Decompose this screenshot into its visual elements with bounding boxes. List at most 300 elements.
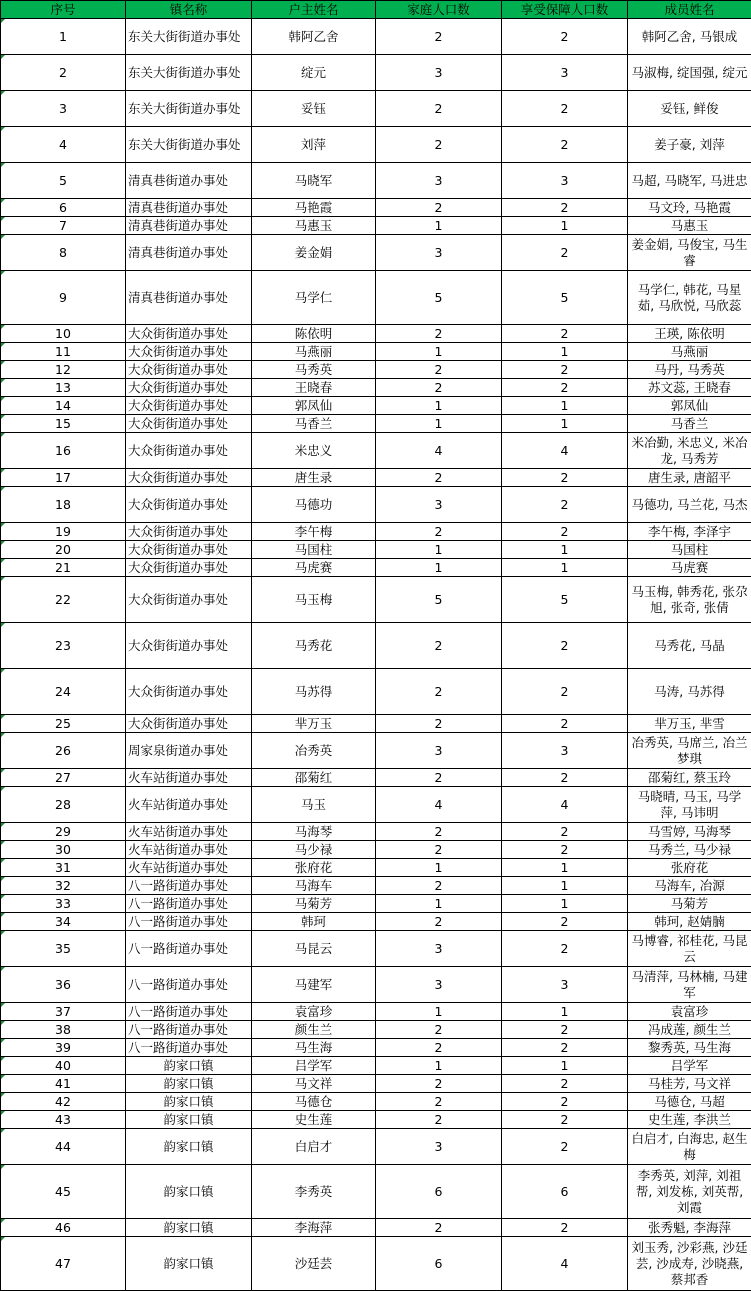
cell-seq: 5 bbox=[1, 163, 126, 199]
cell-covered-count: 1 bbox=[502, 343, 628, 361]
cell-seq: 37 bbox=[1, 1003, 126, 1021]
cell-family-count: 3 bbox=[376, 733, 502, 769]
table-row bbox=[1, 841, 751, 859]
cell-household-head: 刘萍 bbox=[252, 127, 376, 163]
table-row bbox=[1, 1057, 751, 1075]
cell-seq: 33 bbox=[1, 895, 126, 913]
cell-family-count: 2 bbox=[376, 325, 502, 343]
cell-members: 白启才, 白海忠, 赵生梅 bbox=[628, 1129, 751, 1165]
cell-town: 韵家口镇 bbox=[126, 1075, 252, 1093]
table-row bbox=[1, 325, 751, 343]
cell-covered-count: 2 bbox=[502, 1075, 628, 1093]
cell-members: 马秀花, 马晶 bbox=[628, 623, 751, 669]
cell-seq: 4 bbox=[1, 127, 126, 163]
cell-seq: 25 bbox=[1, 715, 126, 733]
cell-covered-count: 2 bbox=[502, 769, 628, 787]
cell-seq: 35 bbox=[1, 931, 126, 967]
cell-household-head: 马晓军 bbox=[252, 163, 376, 199]
cell-members: 郭凤仙 bbox=[628, 397, 751, 415]
cell-covered-count: 5 bbox=[502, 271, 628, 325]
cell-town: 八一路街道办事处 bbox=[126, 877, 252, 895]
cell-household-head: 马菊芳 bbox=[252, 895, 376, 913]
table-row bbox=[1, 1021, 751, 1039]
cell-family-count: 2 bbox=[376, 1111, 502, 1129]
table-row bbox=[1, 379, 751, 397]
cell-family-count: 2 bbox=[376, 523, 502, 541]
cell-town: 八一路街道办事处 bbox=[126, 895, 252, 913]
cell-family-count: 2 bbox=[376, 127, 502, 163]
cell-members: 马涛, 马苏得 bbox=[628, 669, 751, 715]
cell-family-count: 2 bbox=[376, 841, 502, 859]
cell-members: 张秀魁, 李海萍 bbox=[628, 1219, 751, 1237]
cell-covered-count: 2 bbox=[502, 469, 628, 487]
cell-seq: 10 bbox=[1, 325, 126, 343]
cell-family-count: 2 bbox=[376, 1219, 502, 1237]
cell-town: 大众街街道办事处 bbox=[126, 415, 252, 433]
cell-town: 大众街街道办事处 bbox=[126, 433, 252, 469]
cell-seq: 39 bbox=[1, 1039, 126, 1057]
cell-household-head: 马玉 bbox=[252, 787, 376, 823]
cell-covered-count: 2 bbox=[502, 523, 628, 541]
table-row bbox=[1, 769, 751, 787]
table-row bbox=[1, 823, 751, 841]
cell-members: 黎秀英, 马生海 bbox=[628, 1039, 751, 1057]
cell-seq: 29 bbox=[1, 823, 126, 841]
cell-household-head: 马少禄 bbox=[252, 841, 376, 859]
cell-town: 清真巷街道办事处 bbox=[126, 163, 252, 199]
cell-seq: 1 bbox=[1, 19, 126, 55]
cell-seq: 46 bbox=[1, 1219, 126, 1237]
cell-town: 韵家口镇 bbox=[126, 1093, 252, 1111]
cell-household-head: 芈万玉 bbox=[252, 715, 376, 733]
cell-family-count: 3 bbox=[376, 55, 502, 91]
table-row bbox=[1, 1075, 751, 1093]
cell-family-count: 2 bbox=[376, 823, 502, 841]
table-row bbox=[1, 669, 751, 715]
cell-members: 李午梅, 李泽宇 bbox=[628, 523, 751, 541]
cell-family-count: 2 bbox=[376, 669, 502, 715]
cell-members: 妥钰, 鲜俊 bbox=[628, 91, 751, 127]
cell-members: 马惠玉 bbox=[628, 217, 751, 235]
cell-town: 八一路街道办事处 bbox=[126, 1039, 252, 1057]
table-row bbox=[1, 1111, 751, 1129]
cell-covered-count: 4 bbox=[502, 787, 628, 823]
cell-members: 马桂芳, 马文祥 bbox=[628, 1075, 751, 1093]
cell-town: 火车站街道办事处 bbox=[126, 823, 252, 841]
cell-household-head: 王晓春 bbox=[252, 379, 376, 397]
cell-household-head: 马惠玉 bbox=[252, 217, 376, 235]
header-head: 户主姓名 bbox=[252, 1, 376, 19]
table-row bbox=[1, 1003, 751, 1021]
table-row bbox=[1, 343, 751, 361]
cell-family-count: 2 bbox=[376, 469, 502, 487]
cell-town: 东关大街街道办事处 bbox=[126, 19, 252, 55]
table-row bbox=[1, 787, 751, 823]
cell-household-head: 郭凤仙 bbox=[252, 397, 376, 415]
cell-members: 马博睿, 祁桂花, 马昆云 bbox=[628, 931, 751, 967]
cell-family-count: 6 bbox=[376, 1237, 502, 1291]
table-row bbox=[1, 415, 751, 433]
cell-seq: 30 bbox=[1, 841, 126, 859]
table-row bbox=[1, 271, 751, 325]
cell-members: 马菊芳 bbox=[628, 895, 751, 913]
cell-town: 周家泉街道办事处 bbox=[126, 733, 252, 769]
cell-members: 马海车, 冶源 bbox=[628, 877, 751, 895]
header-town: 镇名称 bbox=[126, 1, 252, 19]
cell-household-head: 李午梅 bbox=[252, 523, 376, 541]
cell-town: 大众街街道办事处 bbox=[126, 487, 252, 523]
table-row bbox=[1, 559, 751, 577]
cell-covered-count: 2 bbox=[502, 913, 628, 931]
table-row bbox=[1, 541, 751, 559]
cell-members: 冯成莲, 颜生兰 bbox=[628, 1021, 751, 1039]
cell-seq: 11 bbox=[1, 343, 126, 361]
cell-members: 马玉梅, 韩秀花, 张尕旭, 张奇, 张倩 bbox=[628, 577, 751, 623]
cell-covered-count: 6 bbox=[502, 1165, 628, 1219]
cell-covered-count: 2 bbox=[502, 19, 628, 55]
cell-seq: 47 bbox=[1, 1237, 126, 1291]
cell-household-head: 米忠义 bbox=[252, 433, 376, 469]
cell-town: 东关大街街道办事处 bbox=[126, 55, 252, 91]
cell-seq: 40 bbox=[1, 1057, 126, 1075]
cell-seq: 31 bbox=[1, 859, 126, 877]
cell-household-head: 马昆云 bbox=[252, 931, 376, 967]
cell-family-count: 2 bbox=[376, 913, 502, 931]
cell-household-head: 冶秀英 bbox=[252, 733, 376, 769]
cell-household-head: 马艳霞 bbox=[252, 199, 376, 217]
cell-household-head: 韩珂 bbox=[252, 913, 376, 931]
table-row bbox=[1, 733, 751, 769]
cell-town: 火车站街道办事处 bbox=[126, 769, 252, 787]
cell-covered-count: 2 bbox=[502, 715, 628, 733]
cell-covered-count: 2 bbox=[502, 1219, 628, 1237]
cell-covered-count: 5 bbox=[502, 577, 628, 623]
cell-members: 马国柱 bbox=[628, 541, 751, 559]
cell-town: 八一路街道办事处 bbox=[126, 1003, 252, 1021]
cell-members: 马香兰 bbox=[628, 415, 751, 433]
table-row bbox=[1, 469, 751, 487]
header-members: 成员姓名 bbox=[628, 1, 751, 19]
cell-members: 马虎赛 bbox=[628, 559, 751, 577]
cell-members: 马德功, 马兰花, 马杰 bbox=[628, 487, 751, 523]
cell-seq: 21 bbox=[1, 559, 126, 577]
cell-members: 芈万玉, 芈雪 bbox=[628, 715, 751, 733]
cell-town: 东关大街街道办事处 bbox=[126, 127, 252, 163]
table-row bbox=[1, 91, 751, 127]
cell-seq: 14 bbox=[1, 397, 126, 415]
cell-covered-count: 1 bbox=[502, 1057, 628, 1075]
table-row bbox=[1, 433, 751, 469]
cell-household-head: 马苏得 bbox=[252, 669, 376, 715]
cell-covered-count: 4 bbox=[502, 433, 628, 469]
cell-household-head: 马秀英 bbox=[252, 361, 376, 379]
cell-household-head: 马海琴 bbox=[252, 823, 376, 841]
cell-town: 大众街街道办事处 bbox=[126, 325, 252, 343]
cell-covered-count: 3 bbox=[502, 55, 628, 91]
cell-members: 姜子豪, 刘萍 bbox=[628, 127, 751, 163]
cell-seq: 42 bbox=[1, 1093, 126, 1111]
table-row bbox=[1, 967, 751, 1003]
cell-town: 大众街街道办事处 bbox=[126, 379, 252, 397]
cell-members: 冶秀英, 马席兰, 冶兰梦琪 bbox=[628, 733, 751, 769]
cell-covered-count: 2 bbox=[502, 841, 628, 859]
cell-covered-count: 1 bbox=[502, 217, 628, 235]
cell-covered-count: 2 bbox=[502, 623, 628, 669]
cell-seq: 26 bbox=[1, 733, 126, 769]
cell-seq: 43 bbox=[1, 1111, 126, 1129]
cell-covered-count: 1 bbox=[502, 559, 628, 577]
cell-covered-count: 4 bbox=[502, 1237, 628, 1291]
cell-household-head: 马海车 bbox=[252, 877, 376, 895]
cell-household-head: 沙廷芸 bbox=[252, 1237, 376, 1291]
cell-town: 大众街街道办事处 bbox=[126, 623, 252, 669]
cell-members: 邵菊红, 蔡玉玲 bbox=[628, 769, 751, 787]
cell-family-count: 5 bbox=[376, 577, 502, 623]
table-row bbox=[1, 1237, 751, 1291]
cell-town: 韵家口镇 bbox=[126, 1219, 252, 1237]
cell-town: 清真巷街道办事处 bbox=[126, 199, 252, 217]
cell-seq: 12 bbox=[1, 361, 126, 379]
cell-members: 马燕丽 bbox=[628, 343, 751, 361]
cell-family-count: 1 bbox=[376, 559, 502, 577]
cell-household-head: 马燕丽 bbox=[252, 343, 376, 361]
cell-town: 火车站街道办事处 bbox=[126, 841, 252, 859]
table-row bbox=[1, 235, 751, 271]
cell-members: 唐生录, 唐韶平 bbox=[628, 469, 751, 487]
cell-family-count: 3 bbox=[376, 487, 502, 523]
cell-family-count: 2 bbox=[376, 769, 502, 787]
cell-family-count: 1 bbox=[376, 343, 502, 361]
cell-members: 米冶勤, 米忠义, 米冶龙, 马秀芳 bbox=[628, 433, 751, 469]
cell-household-head: 张府花 bbox=[252, 859, 376, 877]
cell-town: 清真巷街道办事处 bbox=[126, 271, 252, 325]
cell-seq: 23 bbox=[1, 623, 126, 669]
cell-household-head: 姜金娟 bbox=[252, 235, 376, 271]
cell-seq: 36 bbox=[1, 967, 126, 1003]
cell-household-head: 妥钰 bbox=[252, 91, 376, 127]
cell-town: 八一路街道办事处 bbox=[126, 913, 252, 931]
cell-household-head: 马学仁 bbox=[252, 271, 376, 325]
cell-family-count: 2 bbox=[376, 361, 502, 379]
cell-family-count: 4 bbox=[376, 433, 502, 469]
table-row bbox=[1, 895, 751, 913]
cell-covered-count: 2 bbox=[502, 1111, 628, 1129]
cell-members: 李秀英, 刘萍, 刘祖帮, 刘发栋, 刘英帮, 刘霞 bbox=[628, 1165, 751, 1219]
cell-town: 大众街街道办事处 bbox=[126, 715, 252, 733]
cell-covered-count: 1 bbox=[502, 859, 628, 877]
cell-covered-count: 1 bbox=[502, 415, 628, 433]
cell-members: 刘玉秀, 沙彩燕, 沙廷芸, 沙成寿, 沙晓燕, 蔡邦香 bbox=[628, 1237, 751, 1291]
cell-town: 韵家口镇 bbox=[126, 1237, 252, 1291]
cell-covered-count: 2 bbox=[502, 325, 628, 343]
cell-covered-count: 2 bbox=[502, 1021, 628, 1039]
cell-covered-count: 2 bbox=[502, 199, 628, 217]
cell-members: 马文玲, 马艳霞 bbox=[628, 199, 751, 217]
header-covered-count: 享受保障人口数 bbox=[502, 1, 628, 19]
table-row bbox=[1, 715, 751, 733]
cell-covered-count: 2 bbox=[502, 669, 628, 715]
cell-family-count: 3 bbox=[376, 967, 502, 1003]
cell-town: 大众街街道办事处 bbox=[126, 669, 252, 715]
cell-seq: 41 bbox=[1, 1075, 126, 1093]
cell-household-head: 吕学军 bbox=[252, 1057, 376, 1075]
cell-members: 张府花 bbox=[628, 859, 751, 877]
table-row bbox=[1, 1093, 751, 1111]
cell-town: 大众街街道办事处 bbox=[126, 361, 252, 379]
table-row bbox=[1, 217, 751, 235]
cell-seq: 8 bbox=[1, 235, 126, 271]
cell-household-head: 马生海 bbox=[252, 1039, 376, 1057]
table-row bbox=[1, 19, 751, 55]
cell-family-count: 1 bbox=[376, 541, 502, 559]
cell-town: 韵家口镇 bbox=[126, 1165, 252, 1219]
cell-household-head: 马香兰 bbox=[252, 415, 376, 433]
cell-family-count: 2 bbox=[376, 1039, 502, 1057]
header-row bbox=[1, 1, 751, 19]
cell-seq: 17 bbox=[1, 469, 126, 487]
cell-seq: 18 bbox=[1, 487, 126, 523]
cell-members: 史生莲, 李洪兰 bbox=[628, 1111, 751, 1129]
cell-household-head: 史生莲 bbox=[252, 1111, 376, 1129]
cell-household-head: 马德功 bbox=[252, 487, 376, 523]
cell-household-head: 韩阿乙舍 bbox=[252, 19, 376, 55]
table-row bbox=[1, 163, 751, 199]
cell-household-head: 马秀花 bbox=[252, 623, 376, 669]
cell-covered-count: 1 bbox=[502, 1003, 628, 1021]
cell-seq: 22 bbox=[1, 577, 126, 623]
table-row bbox=[1, 1039, 751, 1057]
cell-seq: 19 bbox=[1, 523, 126, 541]
table-row bbox=[1, 55, 751, 91]
cell-town: 火车站街道办事处 bbox=[126, 787, 252, 823]
table-row bbox=[1, 1129, 751, 1165]
cell-town: 大众街街道办事处 bbox=[126, 469, 252, 487]
table-row bbox=[1, 877, 751, 895]
cell-seq: 13 bbox=[1, 379, 126, 397]
cell-household-head: 李海萍 bbox=[252, 1219, 376, 1237]
cell-family-count: 2 bbox=[376, 1021, 502, 1039]
cell-seq: 15 bbox=[1, 415, 126, 433]
cell-seq: 6 bbox=[1, 199, 126, 217]
cell-covered-count: 3 bbox=[502, 163, 628, 199]
cell-household-head: 绽元 bbox=[252, 55, 376, 91]
cell-town: 韵家口镇 bbox=[126, 1111, 252, 1129]
cell-covered-count: 1 bbox=[502, 877, 628, 895]
cell-family-count: 2 bbox=[376, 199, 502, 217]
cell-family-count: 2 bbox=[376, 715, 502, 733]
cell-seq: 2 bbox=[1, 55, 126, 91]
cell-town: 八一路街道办事处 bbox=[126, 967, 252, 1003]
cell-household-head: 马玉梅 bbox=[252, 577, 376, 623]
table-row bbox=[1, 523, 751, 541]
header-family-count: 家庭人口数 bbox=[376, 1, 502, 19]
cell-town: 大众街街道办事处 bbox=[126, 541, 252, 559]
table-row bbox=[1, 199, 751, 217]
cell-household-head: 马德仓 bbox=[252, 1093, 376, 1111]
table-row bbox=[1, 1165, 751, 1219]
cell-household-head: 颜生兰 bbox=[252, 1021, 376, 1039]
cell-household-head: 马文祥 bbox=[252, 1075, 376, 1093]
cell-town: 韵家口镇 bbox=[126, 1129, 252, 1165]
cell-seq: 27 bbox=[1, 769, 126, 787]
cell-family-count: 3 bbox=[376, 1129, 502, 1165]
cell-seq: 34 bbox=[1, 913, 126, 931]
cell-seq: 38 bbox=[1, 1021, 126, 1039]
table-row bbox=[1, 913, 751, 931]
cell-family-count: 2 bbox=[376, 91, 502, 127]
cell-covered-count: 2 bbox=[502, 931, 628, 967]
cell-seq: 9 bbox=[1, 271, 126, 325]
cell-family-count: 1 bbox=[376, 1057, 502, 1075]
cell-seq: 16 bbox=[1, 433, 126, 469]
cell-family-count: 2 bbox=[376, 19, 502, 55]
table-row bbox=[1, 931, 751, 967]
cell-family-count: 1 bbox=[376, 217, 502, 235]
cell-covered-count: 3 bbox=[502, 967, 628, 1003]
cell-covered-count: 2 bbox=[502, 91, 628, 127]
table-row bbox=[1, 577, 751, 623]
cell-members: 韩珂, 赵婧腩 bbox=[628, 913, 751, 931]
cell-seq: 44 bbox=[1, 1129, 126, 1165]
cell-covered-count: 1 bbox=[502, 895, 628, 913]
cell-covered-count: 2 bbox=[502, 1129, 628, 1165]
table-row bbox=[1, 623, 751, 669]
cell-covered-count: 2 bbox=[502, 823, 628, 841]
cell-family-count: 5 bbox=[376, 271, 502, 325]
cell-members: 马德仓, 马超 bbox=[628, 1093, 751, 1111]
cell-members: 马淑梅, 绽国强, 绽元 bbox=[628, 55, 751, 91]
cell-family-count: 2 bbox=[376, 1093, 502, 1111]
cell-covered-count: 2 bbox=[502, 1039, 628, 1057]
cell-household-head: 李秀英 bbox=[252, 1165, 376, 1219]
cell-family-count: 1 bbox=[376, 859, 502, 877]
cell-members: 马雪婷, 马海琴 bbox=[628, 823, 751, 841]
cell-members: 苏文蕊, 王晓春 bbox=[628, 379, 751, 397]
cell-seq: 32 bbox=[1, 877, 126, 895]
cell-town: 东关大街街道办事处 bbox=[126, 91, 252, 127]
cell-members: 马丹, 马秀英 bbox=[628, 361, 751, 379]
cell-household-head: 马国柱 bbox=[252, 541, 376, 559]
table-row bbox=[1, 361, 751, 379]
cell-members: 马秀兰, 马少禄 bbox=[628, 841, 751, 859]
cell-household-head: 唐生录 bbox=[252, 469, 376, 487]
cell-members: 马清萍, 马林楠, 马建军 bbox=[628, 967, 751, 1003]
table-row bbox=[1, 859, 751, 877]
cell-covered-count: 2 bbox=[502, 487, 628, 523]
cell-seq: 7 bbox=[1, 217, 126, 235]
cell-members: 马晓晴, 马玉, 马学萍, 马讳明 bbox=[628, 787, 751, 823]
cell-family-count: 4 bbox=[376, 787, 502, 823]
cell-covered-count: 2 bbox=[502, 361, 628, 379]
cell-members: 王瑛, 陈依明 bbox=[628, 325, 751, 343]
cell-family-count: 1 bbox=[376, 397, 502, 415]
cell-family-count: 1 bbox=[376, 895, 502, 913]
cell-town: 八一路街道办事处 bbox=[126, 1021, 252, 1039]
cell-seq: 28 bbox=[1, 787, 126, 823]
cell-town: 清真巷街道办事处 bbox=[126, 217, 252, 235]
cell-family-count: 1 bbox=[376, 415, 502, 433]
cell-household-head: 陈依明 bbox=[252, 325, 376, 343]
cell-family-count: 3 bbox=[376, 235, 502, 271]
cell-covered-count: 2 bbox=[502, 379, 628, 397]
cell-members: 吕学军 bbox=[628, 1057, 751, 1075]
cell-covered-count: 2 bbox=[502, 1093, 628, 1111]
table-row bbox=[1, 127, 751, 163]
cell-household-head: 袁富珍 bbox=[252, 1003, 376, 1021]
cell-family-count: 2 bbox=[376, 1075, 502, 1093]
cell-covered-count: 1 bbox=[502, 541, 628, 559]
cell-members: 韩阿乙舍, 马银成 bbox=[628, 19, 751, 55]
